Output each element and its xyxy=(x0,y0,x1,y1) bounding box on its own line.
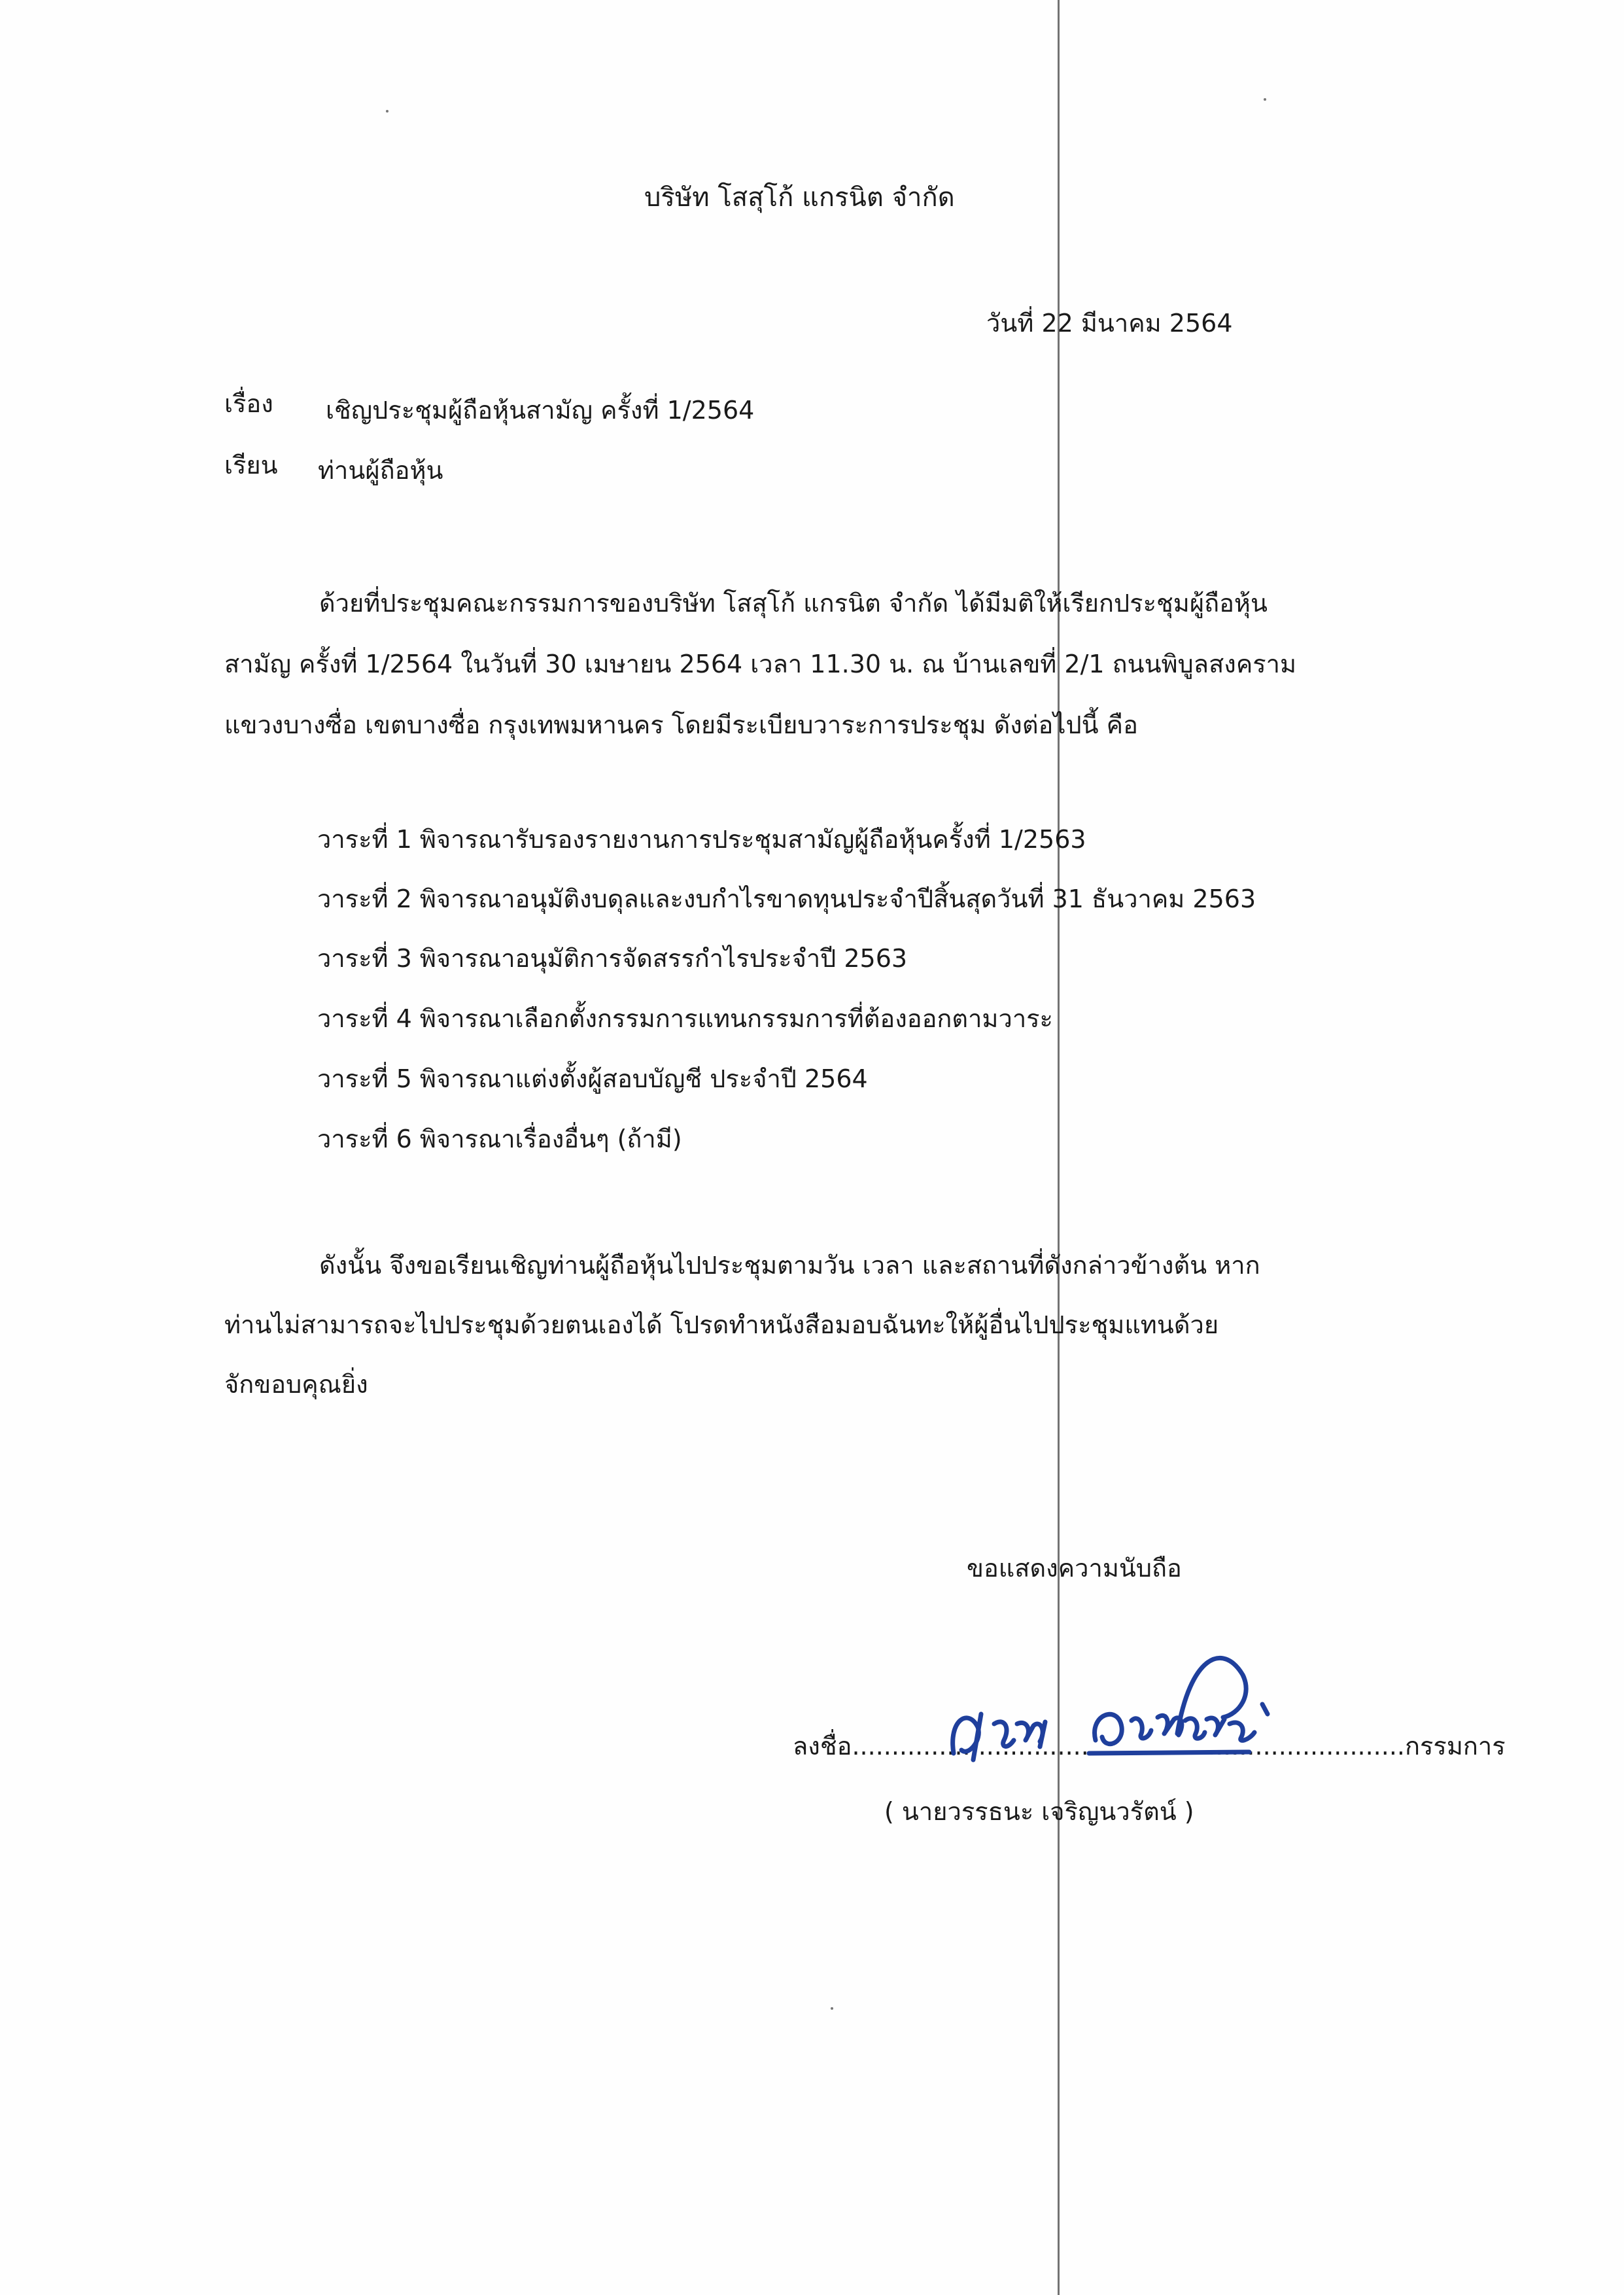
agenda-item: วาระที่ 3 พิจารณาอนุมัติการจัดสรรกำไรประจำปี 2563 xyxy=(317,944,908,973)
subject-label: เรื่อง xyxy=(224,389,273,418)
agenda-item: วาระที่ 5 พิจารณาแต่งตั้งผู้สอบบัญชี ประจำปี 2564 xyxy=(317,1064,868,1093)
agenda-item: วาระที่ 2 พิจารณาอนุมัติงบดุลและงบกำไรขาดทุนประจำปีสิ้นสุดวันที่ 31 ธันวาคม 2563 xyxy=(317,885,1256,913)
agenda-item: วาระที่ 6 พิจารณาเรื่องอื่นๆ (ถ้ามี) xyxy=(317,1125,682,1153)
paragraph1-line: แขวงบางซื่อ เขตบางซื่อ กรุงเทพมหานคร โดยมีระเบียบวาระการประชุม ดังต่อไปนี้ คือ xyxy=(224,710,1138,739)
subject-text: เชิญประชุมผู้ถือหุ้นสามัญ ครั้งที่ 1/2564 xyxy=(326,396,755,425)
scan-speck xyxy=(1264,98,1266,101)
paragraph2-line: ท่านไม่สามารถจะไปประชุมด้วยตนเองได้ โปรดทำหนังสือมอบฉันทะให้ผู้อื่นไปประชุมแทนด้วย xyxy=(224,1310,1219,1339)
paragraph1-line: สามัญ ครั้งที่ 1/2564 ในวันที่ 30 เมษายน 2564 เวลา 11.30 น. ณ บ้านเลขที่ 2/1 ถนนพิบูลสงคราม xyxy=(224,650,1297,678)
agenda-item: วาระที่ 4 พิจารณาเลือกตั้งกรรมการแทนกรรมการที่ต้องออกตามวาระ xyxy=(317,1004,1053,1033)
scan-speck xyxy=(831,2007,833,2010)
signer-name: ( นายวรรธนะ เจริญนวรัตน์ ) xyxy=(884,1797,1194,1826)
closing-phrase: ขอแสดงความนับถือ xyxy=(967,1554,1182,1583)
agenda-item: วาระที่ 1 พิจารณารับรองรายงานการประชุมสามัญผู้ถือหุ้นครั้งที่ 1/2563 xyxy=(317,825,1086,854)
recipient-text: ท่านผู้ถือหุ้น xyxy=(318,456,443,485)
paragraph2-line: ดังนั้น จึงขอเรียนเชิญท่านผู้ถือหุ้นไปประชุมตามวัน เวลา และสถานที่ดังกล่าวข้างต้น หาก xyxy=(319,1251,1260,1280)
handwritten-signature xyxy=(942,1642,1308,1779)
recipient-label: เรียน xyxy=(224,451,278,480)
scan-fold-line xyxy=(1058,0,1060,2295)
signature-line: ลงชื่อ......................................................................กรรมการ xyxy=(793,1732,1506,1761)
scan-speck xyxy=(386,110,389,113)
paragraph2-line: จักขอบคุณยิ่ง xyxy=(224,1370,368,1399)
paragraph1-line: ด้วยที่ประชุมคณะกรรมการของบริษัท โสสุโก้ แกรนิต จำกัด ได้มีมติให้เรียกประชุมผู้ถือหุ้น xyxy=(319,589,1268,618)
company-name: บริษัท โสสุโก้ แกรนิต จำกัด xyxy=(644,183,955,213)
letter-date: วันที่ 22 มีนาคม 2564 xyxy=(986,309,1233,338)
